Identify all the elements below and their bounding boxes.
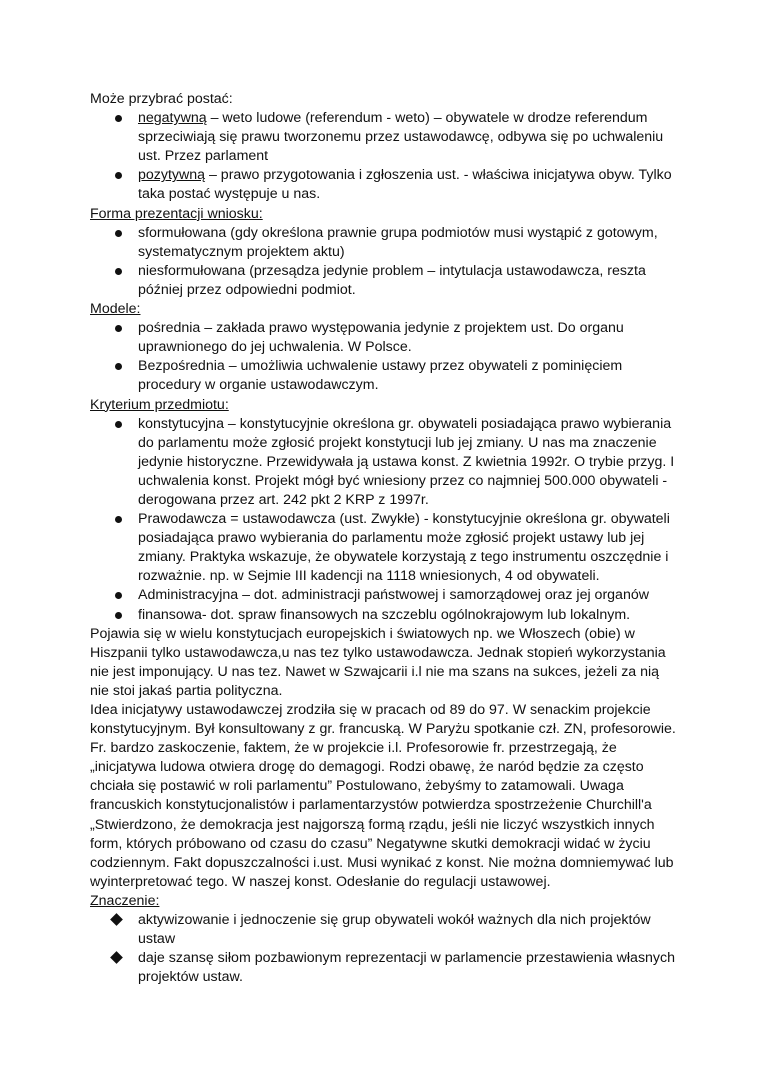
- paragraph-constitutions: Pojawia się w wielu konstytucjach europejskich i światowych np. we Włoszech (obie) w Hiszpanii tylko ustawodawcza,u nas tez tylko ustawodawcza. Jednak stopień wykorzystania nie jest imponujący. U nas tez. Nawet w Szwajcarii i.l nie ma szans na sukces, jeżeli za nią nie stoi jakaś partia polityczna.: [90, 625, 666, 699]
- list-item-text: Bezpośrednia – umożliwia uchwalenie ustawy przez obywateli z pominięciem procedury w organie ustawodawczym.: [138, 358, 623, 394]
- list-item: [90, 262, 680, 300]
- bullet-icon: [115, 612, 122, 619]
- znaczenie-list: [90, 911, 680, 987]
- list-item-text: pośrednia – zakłada prawo występowania jedynie z projektem ust. Do organu uprawnionego do jej uchwalenia. W Polsce.: [138, 320, 624, 356]
- document-page: [90, 90, 680, 987]
- forma-list: [90, 224, 680, 300]
- diamond-bullet-icon: [110, 951, 123, 964]
- list-item-text: konstytucyjna – konstytucyjnie określona gr. obywateli posiadająca prawo wybierania do parlamentu może zgłosić projekt konstytucji lub jej zmiany. U nas ma znaczenie jedynie historyczne. Przewidywała ją ustawa konst. Z kwietnia 1992r. O trybie przyg. I uchwalenia konst. Projekt mógł być wniesiony przez co najmniej 500.000 obywateli - derogowana przez art. 242 pkt 2 KRP z 1997r.: [138, 415, 675, 508]
- bullet-icon: [115, 268, 122, 275]
- paragraph-idea: Idea inicjatywy ustawodawczej zrodziła się w pracach od 89 do 97. W senackim projekcie konstytucyjnym. Był konsultowany z gr. francuską. W Paryżu spotkanie czł. ZN, profesorowie. Fr. bardzo zaskoczenie, faktem, że w projekcie i.l. Profesorowie fr. przestrzegają, że „inicjatywa ludowa otwiera drogę do demagogi. Rodzi obawę, że naród będzie za często chciała się postawić w roli parlamentu” Postulowano, żebyśmy to zatamowali. Uwaga francuskich konstytucjonalistów i parlamentarzystów potwierdza spostrzeżenie Churchill'a „Stwierdzono, że demokracja jest najgorszą formą rządu, jeśli nie liczyć wszystkich innych form, których próbowano od czasu do czasu” Negatywne skutki demokracji widać w życiu codziennym. Fakt dopuszczalności i.ust. Musi wynikać z konst. Nie można domniemywać lub wyinterpretować tego. W naszej konst. Odesłanie do regulacji ustawowej.: [90, 702, 676, 890]
- diamond-bullet-icon: [110, 913, 123, 926]
- list-item: [90, 949, 680, 987]
- bullet-icon: [115, 172, 122, 179]
- intro-line: Może przybrać postać:: [90, 91, 233, 107]
- list-item: [90, 911, 680, 949]
- bullet-icon: [115, 421, 122, 428]
- list-item: [90, 586, 680, 605]
- term-negatywna: negatywną: [138, 110, 207, 127]
- list-item: [90, 510, 680, 586]
- list-item: [90, 415, 680, 510]
- list-item-text: aktywizowanie i jednoczenie się grup obywateli wokół ważnych dla nich projektów ustaw: [138, 912, 651, 948]
- list-item-text: daje szansę siłom pozbawionym reprezentacji w parlamencie przestawienia własnych projektów ustaw.: [138, 950, 676, 986]
- znaczenie-heading: Znaczenie:: [90, 892, 160, 909]
- bullet-icon: [115, 115, 122, 122]
- list-item: [90, 224, 680, 262]
- list-item-text: Administracyjna – dot. administracji państwowej i samorządowej oraz jej organów: [138, 587, 649, 604]
- bullet-icon: [115, 592, 122, 599]
- bullet-icon: [115, 516, 122, 523]
- kryterium-list: [90, 415, 680, 625]
- list-item-text: – weto ludowe (referendum - weto) – obywatele w drodze referendum sprzeciwiają się prawu tworzonemu przez ustawodawcę, odbywa się po uchwaleniu ust. Przez parlament: [138, 110, 664, 165]
- kryterium-heading: Kryterium przedmiotu:: [90, 396, 229, 413]
- list-item-text: sformułowana (gdy określona prawnie grupa podmiotów musi wystąpić z gotowym, systematycznym projektem aktu): [138, 224, 658, 260]
- list-item-text: finansowa- dot. spraw finansowych na szczeblu ogólnokrajowym lub lokalnym.: [138, 606, 631, 623]
- list-item: [90, 606, 680, 625]
- bullet-icon: [115, 325, 122, 332]
- bullet-icon: [115, 363, 122, 370]
- term-pozytywna: pozytywną: [138, 167, 206, 184]
- list-item: [90, 109, 680, 166]
- list-item-text: – prawo przygotowania i zgłoszenia ust. - właściwa inicjatywa obyw. Tylko taka postać występuje u nas.: [138, 167, 672, 203]
- modele-list: [90, 319, 680, 395]
- list-item: [90, 357, 680, 395]
- modele-heading: Modele:: [90, 301, 141, 318]
- list-item: [90, 166, 680, 204]
- list-item-text: niesformułowana (przesądza jedynie problem – intytulacja ustawodawcza, reszta później przez odpowiedni podmiot.: [138, 262, 646, 298]
- form-types-list: [90, 109, 680, 204]
- bullet-icon: [115, 230, 122, 237]
- forma-heading: Forma prezentacji wniosku:: [90, 205, 263, 222]
- list-item: [90, 319, 680, 357]
- list-item-text: Prawodawcza = ustawodawcza (ust. Zwykłe) - konstytucyjnie określona gr. obywateli posiadająca prawo wybierania do parlamentu może zgłosić projekt ustawy lub jej zmiany. Praktyka wskazuje, że obywatele korzystają z tego instrumentu oszczędnie i rozważnie. np. w Sejmie III kadencji na 1118 wniesionych, 4 od obywateli.: [138, 511, 670, 585]
